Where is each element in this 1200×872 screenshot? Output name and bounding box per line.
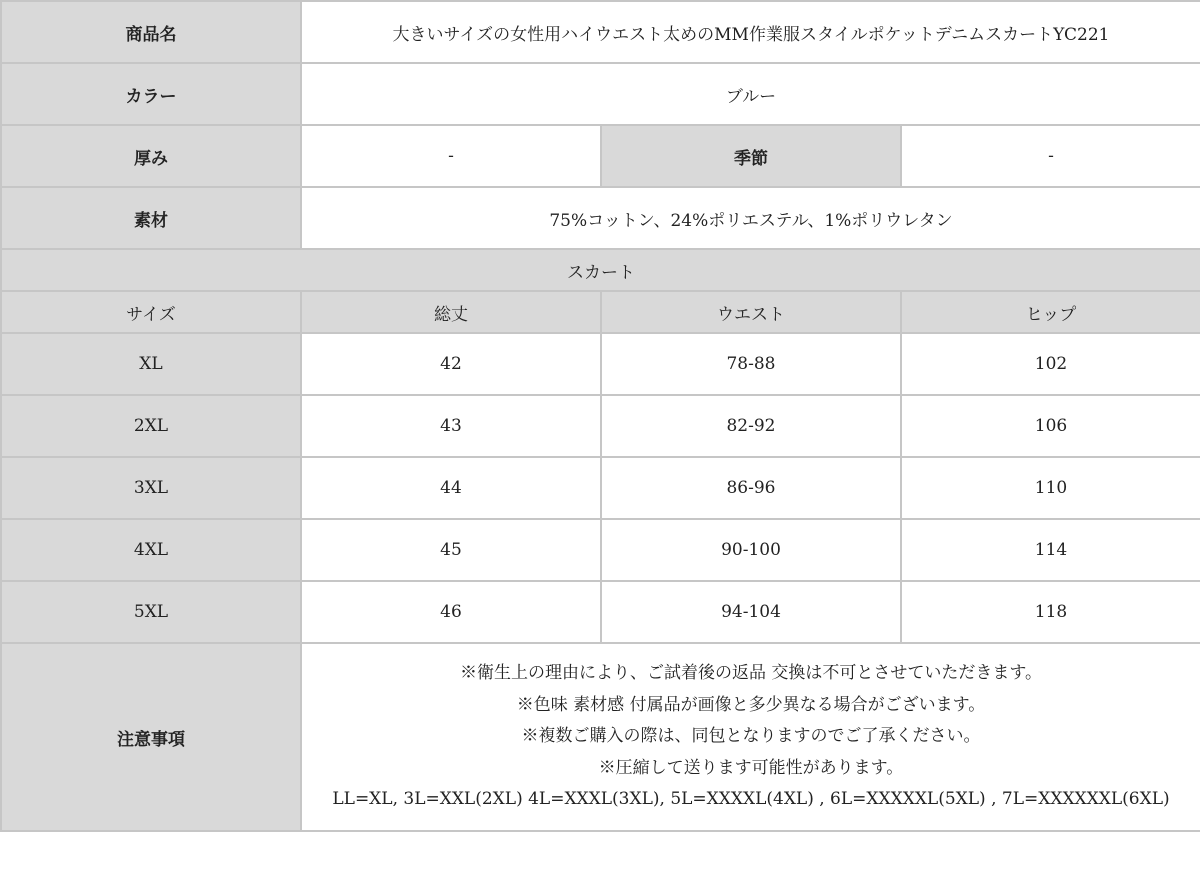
length-cell: 43: [301, 395, 601, 457]
waist-cell: 90-100: [601, 519, 901, 581]
length-cell: 42: [301, 333, 601, 395]
color-row: [1, 63, 1200, 125]
waist-cell: 78-88: [601, 333, 901, 395]
season-value: -: [901, 125, 1200, 187]
table-row: [1, 519, 1200, 581]
thickness-season-row: [1, 125, 1200, 187]
hip-cell: 106: [901, 395, 1200, 457]
size-section-row: [1, 249, 1200, 291]
product-name-row: [1, 1, 1200, 63]
waist-cell: 82-92: [601, 395, 901, 457]
hip-cell: 102: [901, 333, 1200, 395]
material-row: [1, 187, 1200, 249]
table-row: [1, 581, 1200, 643]
table-row: [1, 395, 1200, 457]
note-line: ※圧縮して送ります可能性があります。: [598, 757, 904, 778]
thickness-value: -: [301, 125, 601, 187]
hip-cell: 118: [901, 581, 1200, 643]
thickness-label: 厚み: [1, 125, 301, 187]
hip-cell: 110: [901, 457, 1200, 519]
material-label: 素材: [1, 187, 301, 249]
table-row: [1, 457, 1200, 519]
hip-cell: 114: [901, 519, 1200, 581]
size-conversion-note: LL=XL, 3L=XXL(2XL) 4L=XXXL(3XL), 5L=XXXXL(4XL) , 6L=XXXXXL(5XL) , 7L=XXXXXXL(6XL): [332, 789, 1170, 810]
size-header-length: 総丈: [301, 291, 601, 333]
notes-content: [301, 643, 1200, 831]
length-cell: 44: [301, 457, 601, 519]
length-cell: 45: [301, 519, 601, 581]
note-line: ※色味 素材感 付属品が画像と多少異なる場合がございます。: [516, 694, 986, 715]
table-row: [1, 333, 1200, 395]
size-name-cell: 5XL: [1, 581, 301, 643]
length-cell: 46: [301, 581, 601, 643]
size-section-title: スカート: [1, 249, 1200, 291]
product-name-value: 大きいサイズの女性用ハイウエスト太めのMM作業服スタイルポケットデニムスカートYC221: [301, 1, 1200, 63]
notes-row: [1, 643, 1200, 831]
note-line: ※複数ご購入の際は、同包となりますのでご了承ください。: [521, 726, 981, 747]
size-header-size: サイズ: [1, 291, 301, 333]
size-header-row: [1, 291, 1200, 333]
waist-cell: 86-96: [601, 457, 901, 519]
season-label: 季節: [601, 125, 901, 187]
size-name-cell: 3XL: [1, 457, 301, 519]
material-value: 75%コットン、24%ポリエステル、1%ポリウレタン: [301, 187, 1200, 249]
product-name-label: 商品名: [1, 1, 301, 63]
size-name-cell: 2XL: [1, 395, 301, 457]
size-header-hip: ヒップ: [901, 291, 1200, 333]
notes-label: 注意事項: [1, 643, 301, 831]
size-name-cell: XL: [1, 333, 301, 395]
color-value: ブルー: [301, 63, 1200, 125]
note-line: ※衛生上の理由により、ご試着後の返品 交換は不可とさせていただきます。: [459, 663, 1043, 684]
size-header-waist: ウエスト: [601, 291, 901, 333]
color-label: カラー: [1, 63, 301, 125]
size-name-cell: 4XL: [1, 519, 301, 581]
waist-cell: 94-104: [601, 581, 901, 643]
